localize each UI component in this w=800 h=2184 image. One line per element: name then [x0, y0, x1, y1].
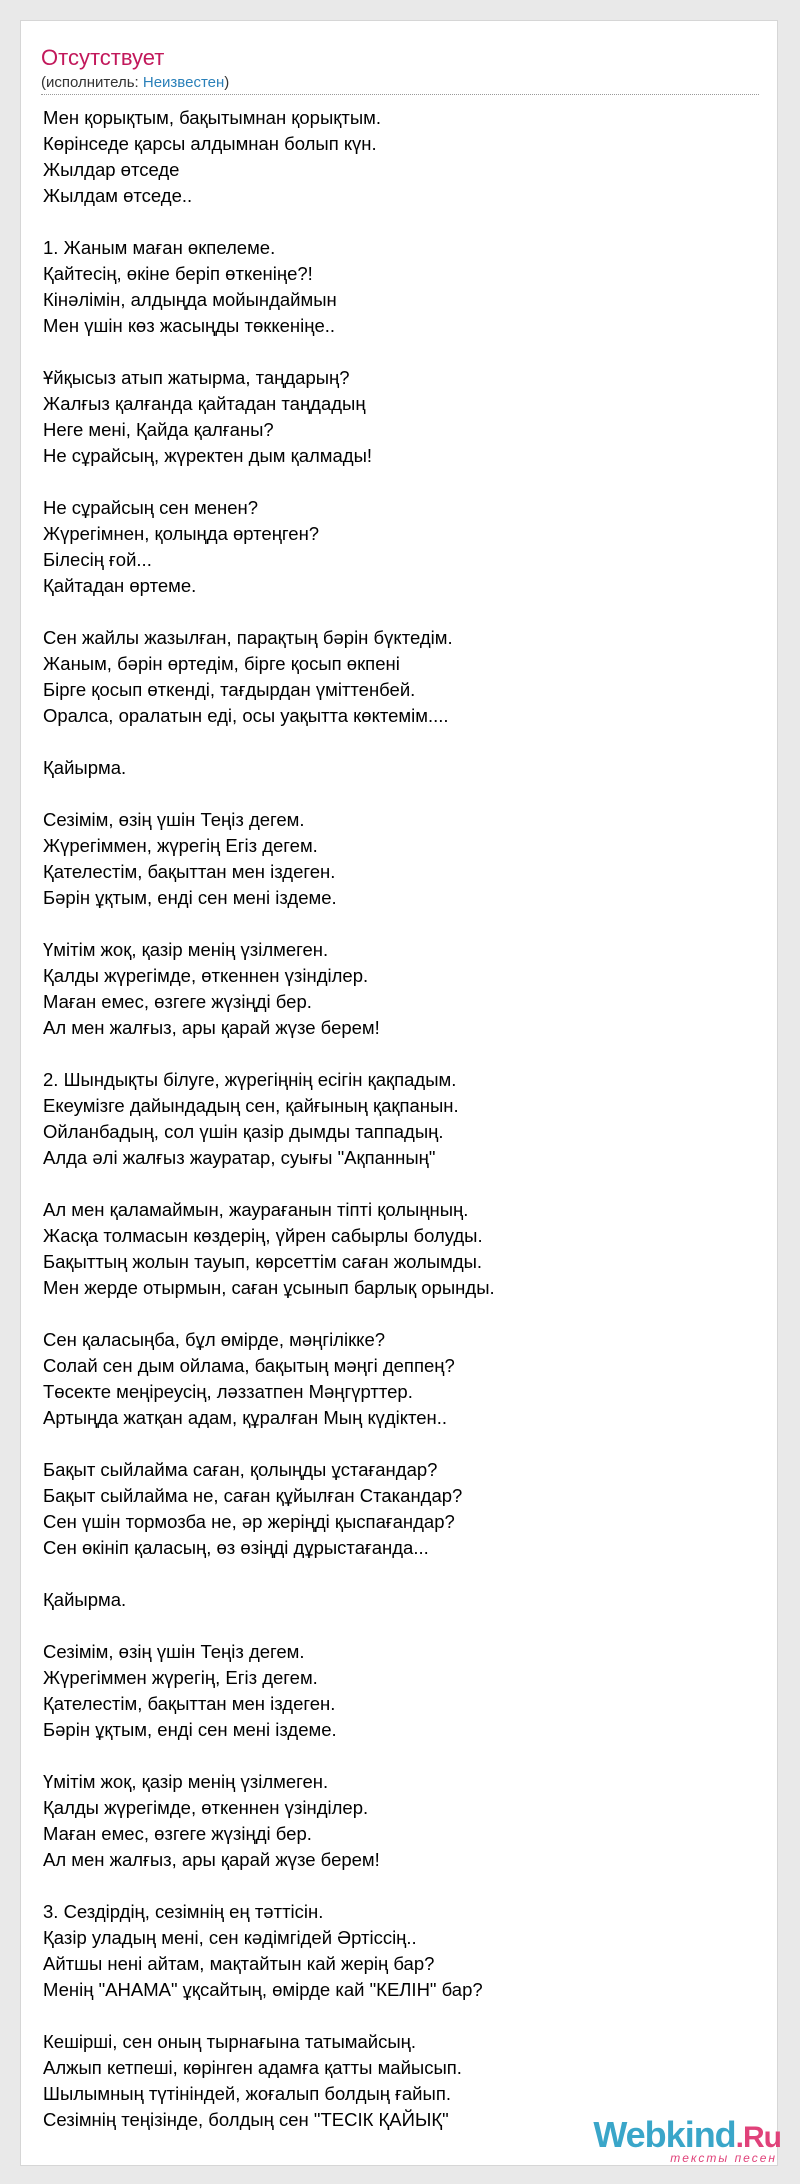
dotted-divider	[41, 94, 759, 95]
lyric-line: Сезімім, өзің үшін Теңіз дегем.	[43, 809, 305, 830]
lyric-line: Алда әлі жалғыз жауратар, суығы "Ақпанның"	[43, 1147, 436, 1168]
lyric-line: Маған емес, өзгеге жүзіңді бер.	[43, 991, 312, 1012]
lyric-line: Қателестім, бақыттан мен іздеген.	[43, 861, 336, 882]
lyric-line: Мен үшін көз жасыңды төккеніңе..	[43, 315, 336, 336]
lyric-line: Қайырма.	[43, 757, 127, 778]
lyric-line: Қайтесің, өкіне беріп өткеніңе?!	[43, 263, 313, 284]
lyric-line: Сен жайлы жазылған, парақтың бәрін бүктедім.	[43, 627, 453, 648]
stanza-gap	[43, 1041, 743, 1067]
lyric-line: Ал мен қаламаймын, жаурағанын тіпті қолыңның.	[43, 1199, 469, 1220]
lyric-line: Мен қорықтым, бақытымнан қорықтым.	[43, 107, 381, 128]
stanza-gap	[43, 781, 743, 807]
lyric-line: 3. Сездірдің, сезімнің ең тәттісін.	[43, 1901, 324, 1922]
artist-prefix: (исполнитель:	[41, 74, 143, 91]
lyric-line: 1. Жаным маған өкпелеме.	[43, 237, 276, 258]
lyric-line: Жаным, бәрін өртедім, бірге қосып өкпені	[43, 653, 400, 674]
artist-suffix: )	[224, 74, 230, 91]
lyric-line: Бақыттың жолын тауып, көрсеттім саған жолымды.	[43, 1251, 483, 1272]
lyric-line: Жылдар өтседе	[43, 159, 180, 180]
stanza-gap	[43, 469, 743, 495]
lyric-line: Сезімім, өзің үшін Теңіз дегем.	[43, 1641, 305, 1662]
lyrics-body	[43, 105, 743, 2133]
stanza-gap	[43, 729, 743, 755]
lyric-line: 2. Шындықты білуге, жүрегіңнің есігін қақпадым.	[43, 1069, 457, 1090]
lyric-line: Қайырма.	[43, 1589, 127, 1610]
stanza-gap	[43, 911, 743, 937]
stanza-gap	[43, 1873, 743, 1899]
lyric-line: Сен үшін тормозба не, әр жеріңді қыспағандар?	[43, 1511, 455, 1532]
logo-tagline: тексты песен	[670, 2151, 777, 2165]
stanza-gap	[43, 1171, 743, 1197]
artist-link[interactable]: Неизвестен	[142, 74, 225, 91]
lyric-line: Қателестім, бақыттан мен іздеген.	[43, 1693, 336, 1714]
lyric-line: Жалғыз қалғанда қайтадан таңдадың	[43, 393, 366, 414]
lyric-line: Сен өкініп қаласың, өз өзіңді дұрыстағанда...	[43, 1537, 429, 1558]
stanza-gap	[43, 1301, 743, 1327]
lyric-line: Жылдам өтседе..	[43, 185, 193, 206]
lyric-line: Менің "АНАМА" ұқсайтың, өмірде кай "КЕЛІН" бар?	[43, 1979, 483, 2000]
stanza-gap	[43, 1431, 743, 1457]
lyrics-card	[20, 20, 781, 2166]
webkind-logo[interactable]	[581, 2115, 781, 2165]
lyric-line: Қазір уладың мені, сен кәдімгідей Әртіссің..	[43, 1927, 417, 1948]
lyric-line: Бәрін ұқтым, енді сен мені іздеме.	[43, 1719, 337, 1740]
lyric-line: Жасқа толмасын көздерің, үйрен сабырлы болуды.	[43, 1225, 483, 1246]
stanza-gap	[43, 209, 743, 235]
stanza-gap	[43, 2003, 743, 2029]
lyric-line: Бақыт сыйлайма саған, қолыңды ұстағандар?	[43, 1459, 438, 1480]
lyric-line: Кешірші, сен оның тырнағына татымайсың.	[43, 2031, 417, 2052]
song-title: Отсутствует	[41, 45, 165, 70]
lyric-line: Қайтадан өртеме.	[43, 575, 197, 596]
stanza-gap	[43, 339, 743, 365]
lyric-line: Ұйқысыз атып жатырма, таңдарың?	[43, 367, 350, 388]
lyric-line: Жүрегімнен, қолыңда өртеңген?	[43, 523, 320, 544]
lyric-line: Бақыт сыйлайма не, саған құйылған Стакандар?	[43, 1485, 463, 1506]
lyric-line: Артыңда жатқан адам, құралған Мың күдіктен..	[43, 1407, 448, 1428]
lyric-line: Білесің ғой...	[43, 549, 152, 570]
lyric-line: Не сұрайсың, жүректен дым қалмады!	[43, 445, 373, 466]
lyric-line: Қалды жүрегімде, өткеннен үзінділер.	[43, 965, 369, 986]
lyric-line: Солай сен дым ойлама, бақытың мәңгі деппең?	[43, 1355, 455, 1376]
lyric-line: Бәрін ұқтым, енді сен мені іздеме.	[43, 887, 337, 908]
lyric-line: Көрінседе қарсы алдымнан болып күн.	[43, 133, 377, 154]
logo-brand: Webkind	[593, 2114, 736, 2155]
lyric-line: Ал мен жалғыз, ары қарай жүзе берем!	[43, 1849, 380, 1870]
lyric-line: Алжып кетпеші, көрінген адамға қатты майысып.	[43, 2057, 462, 2078]
lyric-line: Сезімнің теңізінде, болдың сен "ТЕСІК ҚАЙЫҚ"	[43, 2109, 449, 2130]
lyric-line: Бірге қосып өткенді, тағдырдан үміттенбей.	[43, 679, 416, 700]
lyric-line: Мен жерде отырмын, саған ұсынып барлық орынды.	[43, 1277, 495, 1298]
lyric-line: Кінәлімін, алдыңда мойындаймын	[43, 289, 337, 310]
lyric-line: Сен қаласыңба, бұл өмірде, мәңгілікке?	[43, 1329, 386, 1350]
lyric-line: Шылымның түтініндей, жоғалып болдың ғайып.	[43, 2083, 451, 2104]
logo-tld: .Ru	[735, 2121, 781, 2154]
stanza-gap	[43, 1743, 743, 1769]
song-meta	[41, 74, 229, 92]
lyric-line: Не сұрайсың сен менен?	[43, 497, 259, 518]
lyric-line: Қалды жүрегімде, өткеннен үзінділер.	[43, 1797, 369, 1818]
lyric-line: Екеумізге дайындадың сен, қайғының қақпанын.	[43, 1095, 459, 1116]
lyric-line: Оралса, оралатын еді, осы уақытта көктемім....	[43, 705, 449, 726]
lyric-line: Үмітім жоқ, қазір менің үзілмеген.	[43, 1771, 329, 1792]
lyric-line: Маған емес, өзгеге жүзіңді бер.	[43, 1823, 312, 1844]
lyric-line: Неге мені, Қайда қалғаны?	[43, 419, 274, 440]
lyric-line: Айтшы нені айтам, мақтайтын кай жерің бар?	[43, 1953, 435, 1974]
stanza-gap	[43, 599, 743, 625]
lyric-line: Жүрегіммен, жүрегің Егіз дегем.	[43, 835, 318, 856]
lyric-line: Ойланбадың, сол үшін қазір дымды таппадың.	[43, 1121, 444, 1142]
stanza-gap	[43, 1613, 743, 1639]
lyric-line: Үмітім жоқ, қазір менің үзілмеген.	[43, 939, 329, 960]
lyric-line: Жүрегіммен жүрегің, Егіз дегем.	[43, 1667, 318, 1688]
stanza-gap	[43, 1561, 743, 1587]
lyric-line: Ал мен жалғыз, ары қарай жүзе берем!	[43, 1017, 380, 1038]
lyric-line: Төсекте меңіреусің, ләззатпен Мәңгүрттер.	[43, 1381, 413, 1402]
